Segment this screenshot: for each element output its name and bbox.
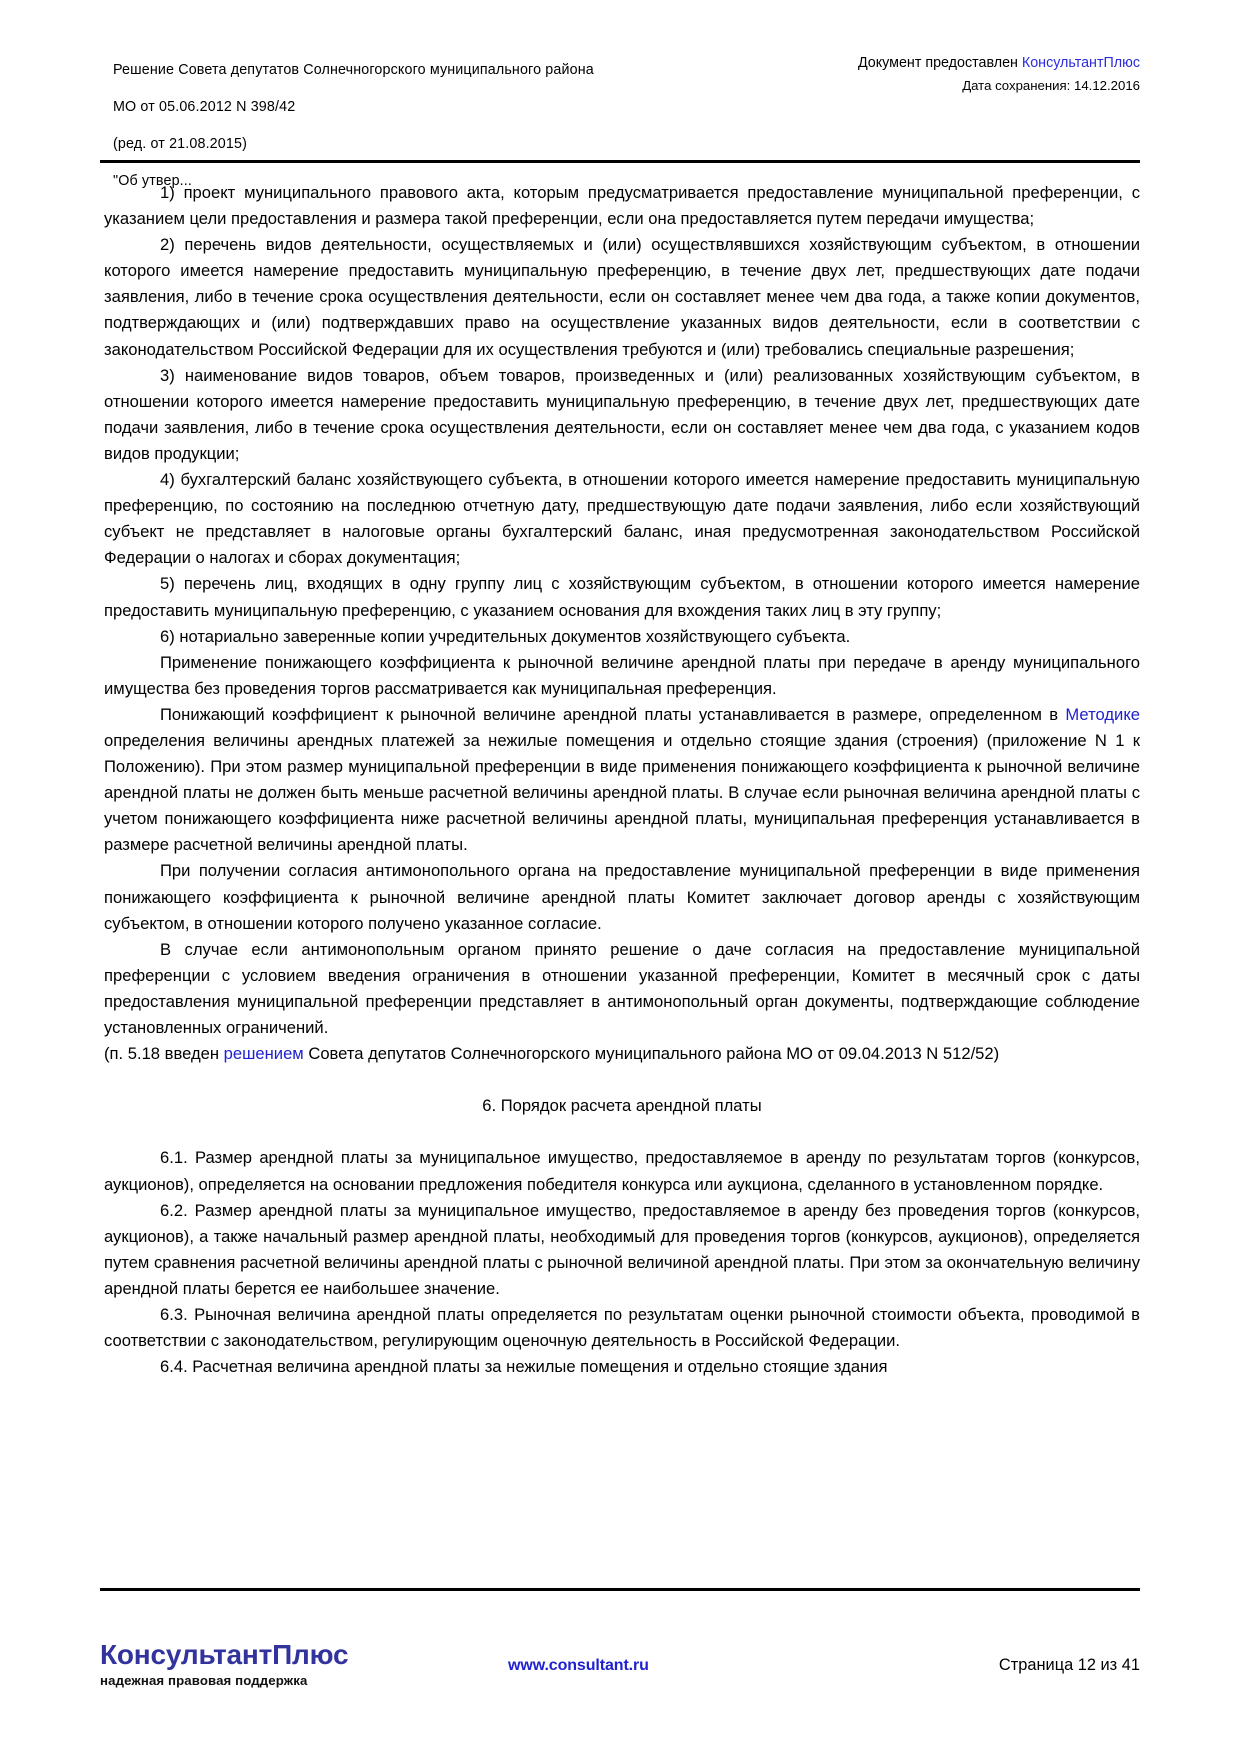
section-heading-6: 6. Порядок расчета арендной платы <box>482 1096 762 1116</box>
amendment-note-part-2: Совета депутатов Солнечногорского муниципального района МО от 09.04.2013 N 512/52) <box>303 1044 1000 1064</box>
document-provider-block <box>858 42 1140 95</box>
consultant-plus-link[interactable]: КонсультантПлюс <box>1021 55 1140 71</box>
paragraph-item-4: 4) бухгалтерский баланс хозяйствующего субъекта, в отношении которого имеется намерение предоставить муниципальную преференцию, по состоянию на последнюю отчетную дату, предшествующую дате подачи заявления, либо если хозяйствующий субъект не представляет в налоговые органы бухгалтерский баланс, иная предусмотренная законодательством Российской Федерации о налогах и сборах документация; <box>104 470 1140 568</box>
document-footer <box>100 1640 1140 1688</box>
document-title-line-2: МО от 05.06.2012 N 398/42 <box>113 98 296 115</box>
document-title-line-4: "Об утвер... <box>113 173 193 190</box>
metodike-link[interactable]: Методике <box>1065 704 1140 724</box>
paragraph-reduction-coefficient <box>104 702 1140 859</box>
document-title-line-1: Решение Совета депутатов Солнечногорского муниципального района <box>113 61 594 78</box>
paragraph-6-2: 6.2. Размер арендной платы за муниципальное имущество, предоставляемое в аренду без проведения торгов (конкурсов, аукционов), а также начальный размер арендной платы, необходимый для проведения торгов (конкурсов, аукционов), определяется путем сравнения расчетной величины арендной платы с рыночной величиной арендной платы. При этом за окончательную величину арендной платы берется ее наибольшее значение. <box>104 1200 1140 1298</box>
amendment-note-part-1: (п. 5.18 введен <box>104 1044 224 1064</box>
paragraph-reduction-coefficient-part-2: определения величины арендных платежей за нежилые помещения и отдельно стоящие здания (строения) (приложение N 1 к Положению). При этом размер муниципальной преференции в виде применения понижающего коэффициента к рыночной величине арендной платы не должен быть меньше расчетной величины арендной платы. В случае если рыночная величина арендной платы с учетом понижающего коэффициента ниже расчетной величины арендной платы, муниципальная преференция устанавливается в размере расчетной величины арендной платы. <box>104 730 1140 855</box>
paragraph-item-6: 6) нотариально заверенные копии учредительных документов хозяйствующего субъекта. <box>160 626 851 646</box>
consultant-plus-tagline: надежная правовая поддержка <box>100 1673 308 1689</box>
paragraph-item-3: 3) наименование видов товаров, объем товаров, произведенных и (или) реализованных хозяйствующим субъектом, в отношении которого имеется намерение предоставить муниципальную преференцию, в течение двух лет, предшествующих дате подачи заявления, либо в течение срока осуществления деятельности, если он составляет менее чем два года, с указанием кодов видов продукции; <box>104 365 1140 463</box>
paragraph-reduction-coefficient-part-1: Понижающий коэффициент к рыночной величине арендной платы устанавливается в размере, определенном в <box>160 704 1066 724</box>
document-body <box>104 180 1140 1380</box>
paragraph-item-5: 5) перечень лиц, входящих в одну группу лиц с хозяйствующим субъектом, в отношении которого имеется намерение предоставить муниципальную преференцию, с указанием основания для вхождения таких лиц в эту группу; <box>104 574 1140 620</box>
document-title-line-3: (ред. от 21.08.2015) <box>113 135 247 152</box>
paragraph-antimonopoly-restriction: В случае если антимонопольным органом принято решение о даче согласия на предоставление муниципальной преференции с условием введения ограничения в отношении указанной преференции, Комитет в месячный срок с даты предоставления муниципальной преференции представляет в антимонопольный орган документы, подтверждающие соблюдение установленных ограничений. <box>104 939 1140 1037</box>
footer-brand-block <box>100 1640 490 1688</box>
spacer-after-heading <box>104 1119 1140 1145</box>
paragraph-amendment-note <box>104 1041 1140 1067</box>
paragraph-preference-application: Применение понижающего коэффициента к рыночной величине арендной платы при передаче в аренду муниципального имущества без проведения торгов рассматривается как муниципальная преференция. <box>104 652 1140 698</box>
paragraph-antimonopoly-consent: При получении согласия антимонопольного органа на предоставление муниципальной преференции в виде применения понижающего коэффициента к рыночной величине арендной платы Комитет заключает договор аренды с хозяйствующим субъектом, в отношении которого получено указанное согласие. <box>104 861 1140 933</box>
paragraph-item-1: 1) проект муниципального правового акта, которым предусматривается предоставление муниципальной преференции, с указанием цели предоставления и размера такой преференции, если она предоставляется путем передачи имущества; <box>104 183 1140 229</box>
header-divider-rule <box>100 160 1140 163</box>
paragraph-item-2: 2) перечень видов деятельности, осуществляемых и (или) осуществлявшихся хозяйствующим субъектом, в отношении которого имеется намерение предоставить муниципальную преференцию, в течение двух лет, предшествующих дате подачи заявления, либо в течение срока осуществления деятельности, если он составляет менее чем два года, а также копии документов, подтверждающих и (или) подтверждавших право на осуществление указанных видов деятельности, если в соответствии с законодательством Российской Федерации для их осуществления требуются и (или) требовались специальные разрешения; <box>104 235 1140 359</box>
provided-by-label: Документ предоставлен <box>857 55 1022 71</box>
consultant-plus-logo: КонсультантПлюс <box>100 1639 349 1670</box>
paragraph-6-4: 6.4. Расчетная величина арендной платы за нежилые помещения и отдельно стоящие здания <box>160 1357 888 1377</box>
paragraph-6-1: 6.1. Размер арендной платы за муниципальное имущество, предоставляемое в аренду по результатам торгов (конкурсов, аукционов), определяется на основании предложения победителя конкурса или аукциона, сделанного в установленном порядке. <box>104 1148 1140 1194</box>
footer-url-block <box>490 1640 910 1675</box>
paragraph-6-3: 6.3. Рыночная величина арендной платы определяется по результатам оценки рыночной стоимости объекта, проводимой в соответствии с законодательством, регулирующим оценочную деятельность в Российской Федерации. <box>104 1305 1140 1351</box>
resheniem-link[interactable]: решением <box>223 1044 304 1064</box>
spacer-before-heading <box>104 1067 1140 1093</box>
saved-date-label: Дата сохранения: 14.12.2016 <box>962 78 1140 93</box>
page-number-label: Страница 12 из 41 <box>998 1656 1140 1674</box>
consultant-website-link[interactable]: www.consultant.ru <box>508 1657 649 1674</box>
footer-divider-rule <box>100 1588 1140 1591</box>
provided-by-line <box>858 54 1140 73</box>
